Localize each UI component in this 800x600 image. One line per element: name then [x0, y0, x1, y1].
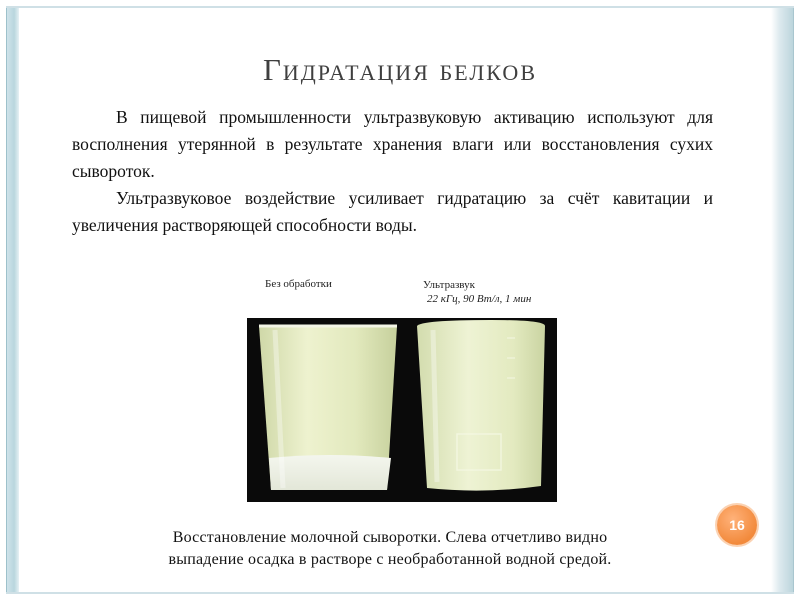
sediment-layer — [269, 455, 391, 490]
caption-line-2: выпадение осадка в растворе с необработанной водной средой. — [168, 551, 612, 568]
label-untreated: Без обработки — [265, 278, 332, 290]
slide-body — [72, 104, 713, 239]
label-ultrasound-title: Ультразвук — [423, 279, 475, 291]
paragraph-1: В пищевой промышленности ультразвуковую активацию используют для восполнения утерянной в результате хранения влаги или восстановления сухих сывороток. — [72, 107, 713, 181]
slide-frame-right — [771, 6, 794, 594]
slide-frame-left — [6, 6, 19, 594]
slide-frame-bottom — [6, 592, 794, 594]
label-ultrasound — [423, 278, 531, 306]
untreated-cup — [259, 326, 397, 490]
whey-comparison-photo — [245, 268, 563, 502]
page-number-badge: 16 — [717, 505, 757, 545]
slide-title: Гидратация белков — [262, 52, 537, 87]
photo-caption — [90, 527, 690, 571]
slide-frame-top — [6, 6, 794, 8]
label-ultrasound-params: 22 кГц, 90 Вт/л, 1 мин — [427, 293, 532, 305]
paragraph-2: Ультразвуковое воздействие усиливает гидратацию за счёт кавитации и увеличения растворяющей способности воды. — [72, 188, 713, 235]
caption-line-1: Восстановление молочной сыворотки. Слева отчетливо видно — [172, 529, 608, 546]
ultrasound-cup — [417, 320, 545, 491]
